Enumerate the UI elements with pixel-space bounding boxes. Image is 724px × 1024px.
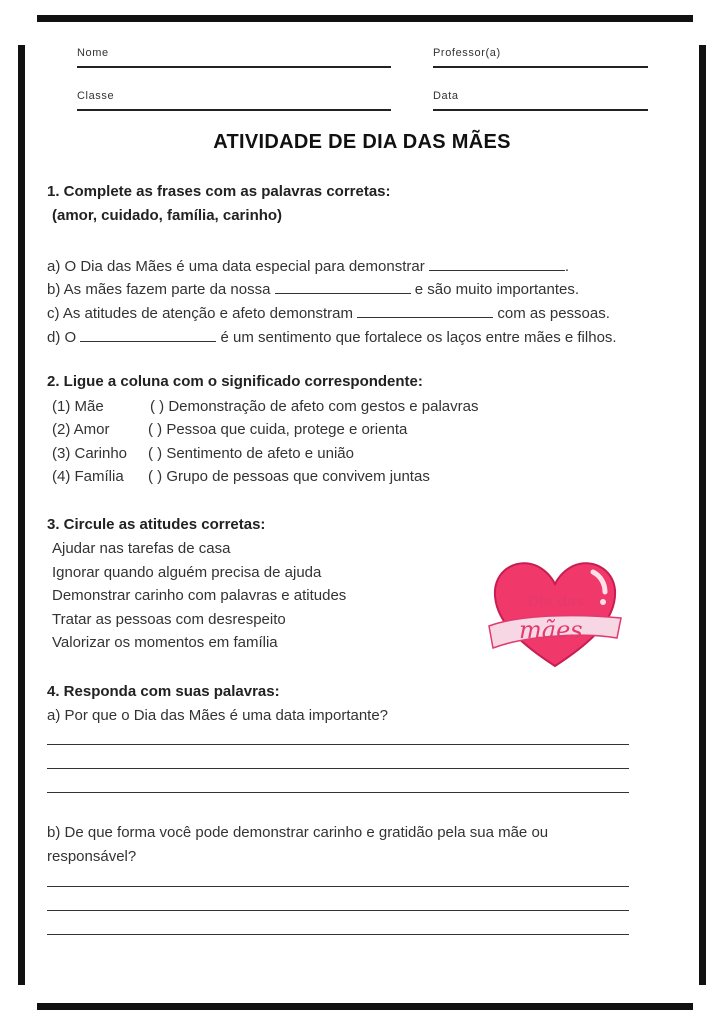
answer-line[interactable] — [47, 886, 629, 887]
answer-line[interactable] — [47, 768, 629, 769]
badge-line-1: Dia das — [527, 592, 584, 610]
top-border-bar — [37, 15, 693, 22]
sentence-a-text: a) O Dia das Mães é uma data especial para demonstrar — [47, 258, 425, 275]
mothers-day-heart-badge — [481, 556, 629, 674]
heart-icon — [481, 556, 629, 674]
sentence-c — [47, 302, 610, 322]
left-border-bar — [18, 45, 25, 985]
match-item-4[interactable]: ( ) Grupo de pessoas que convivem juntas — [148, 468, 430, 485]
badge-line-2: mães — [519, 616, 583, 644]
page-title: ATIVIDADE DE DIA DAS MÃES — [213, 131, 511, 153]
sentence-d-end: é um sentimento que fortalece os laços entre mães e filhos. — [220, 329, 617, 346]
class-field[interactable] — [77, 90, 391, 112]
question-1-word-bank: (amor, cuidado, família, carinho) — [52, 207, 283, 224]
sentence-c-end: com as pessoas. — [497, 305, 610, 322]
column-item-2: (2) Amor — [52, 421, 110, 438]
question-4a-text: a) Por que o Dia das Mães é uma data importante? — [47, 707, 389, 724]
date-underline — [433, 109, 648, 111]
answer-line[interactable] — [47, 934, 629, 935]
column-item-3: (3) Carinho — [52, 445, 128, 462]
column-item-1: (1) Mãe — [52, 398, 104, 415]
sentence-a-end: . — [564, 258, 570, 275]
question-3-heading: 3. Circule as atitudes corretas: — [47, 516, 266, 533]
name-underline — [77, 66, 391, 68]
blank-c[interactable] — [357, 302, 493, 318]
date-field[interactable] — [433, 90, 648, 112]
teacher-field[interactable] — [433, 47, 648, 69]
sentence-a — [47, 255, 569, 275]
answer-line[interactable] — [47, 792, 629, 793]
name-field[interactable] — [77, 47, 391, 69]
match-item-3[interactable]: ( ) Sentimento de afeto e união — [148, 445, 354, 462]
match-item-1[interactable]: ( ) Demonstração de afeto com gestos e palavras — [150, 398, 479, 415]
teacher-underline — [433, 66, 648, 68]
attitude-option[interactable]: Tratar as pessoas com desrespeito — [52, 611, 286, 628]
attitude-option[interactable]: Ignorar quando alguém precisa de ajuda — [52, 564, 322, 581]
right-border-bar — [699, 45, 706, 985]
blank-d[interactable] — [80, 326, 216, 342]
question-4b-text-cont: responsável? — [47, 848, 137, 865]
teacher-label: Professor(a) — [433, 47, 501, 59]
sentence-d — [47, 326, 617, 346]
sentence-c-text: c) As atitudes de atenção e afeto demonstram — [47, 305, 354, 322]
bottom-border-bar — [37, 1003, 693, 1010]
name-label: Nome — [77, 47, 109, 59]
column-item-4: (4) Família — [52, 468, 124, 485]
class-underline — [77, 109, 391, 111]
date-label: Data — [433, 90, 459, 102]
sentence-b-end: e são muito importantes. — [414, 281, 580, 298]
sentence-b — [47, 278, 579, 298]
attitude-option[interactable]: Demonstrar carinho com palavras e atitudes — [52, 587, 347, 604]
blank-b[interactable] — [275, 278, 411, 294]
question-4b-text: b) De que forma você pode demonstrar carinho e gratidão pela sua mãe ou — [47, 824, 549, 841]
question-4-heading: 4. Responda com suas palavras: — [47, 683, 280, 700]
question-2-heading: 2. Ligue a coluna com o significado correspondente: — [47, 373, 423, 390]
blank-a[interactable] — [429, 255, 565, 271]
answer-line[interactable] — [47, 910, 629, 911]
class-label: Classe — [77, 90, 115, 102]
match-item-2[interactable]: ( ) Pessoa que cuida, protege e orienta — [148, 421, 408, 438]
attitude-option[interactable]: Valorizar os momentos em família — [52, 634, 278, 651]
attitude-option[interactable]: Ajudar nas tarefas de casa — [52, 540, 231, 557]
question-1-heading: 1. Complete as frases com as palavras corretas: — [47, 183, 391, 200]
sentence-d-text: d) O — [47, 329, 77, 346]
sentence-b-text: b) As mães fazem parte da nossa — [47, 281, 271, 298]
answer-line[interactable] — [47, 744, 629, 745]
